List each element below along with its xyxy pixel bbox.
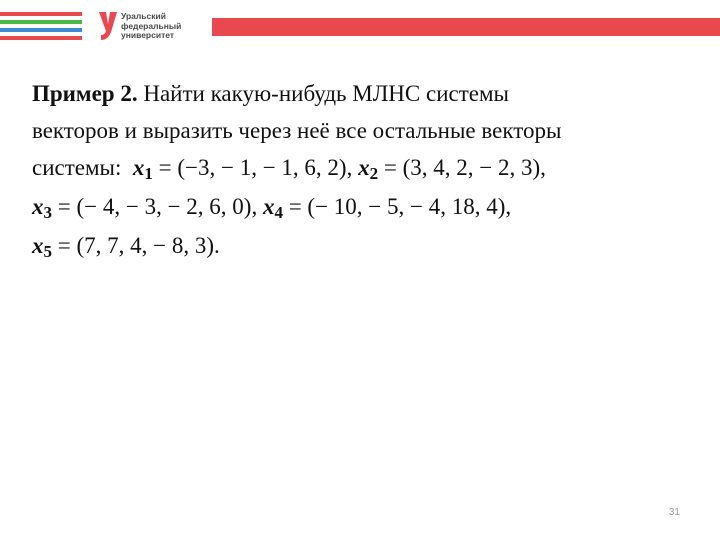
- body-line-3: [32, 149, 692, 188]
- vector-x5: [32, 233, 220, 261]
- body-line-5: [32, 227, 692, 266]
- body-line-4: [32, 188, 692, 227]
- university-name-line-1: Уральский: [121, 11, 166, 21]
- vector-name: x: [358, 155, 370, 180]
- university-logo: [97, 10, 217, 44]
- slide-body: [32, 75, 692, 266]
- vector-value: = (− 4, − 3, − 2, 6, 0),: [57, 194, 258, 219]
- task-text-3: системы:: [32, 155, 122, 180]
- vector-x4: [262, 194, 512, 222]
- vector-value: = (−3, − 1, − 1, 6, 2),: [158, 155, 353, 180]
- stripe-red-2: [0, 36, 82, 40]
- body-line-2: [32, 112, 692, 149]
- vector-index: 3: [43, 203, 52, 222]
- task-text-1: Найти какую-нибудь МЛНС системы: [143, 81, 510, 106]
- vector-name: x: [132, 155, 145, 180]
- slide-header: [0, 0, 720, 50]
- vector-index: 1: [144, 164, 153, 183]
- vector-x2: [358, 155, 546, 183]
- ural-logo-icon: [97, 10, 119, 42]
- vector-value: = (7, 7, 4, − 8, 3).: [57, 233, 220, 258]
- header-stripes: [0, 12, 82, 42]
- university-name-line-2: федеральный: [121, 20, 182, 31]
- vector-index: 5: [43, 242, 52, 261]
- task-text-2: векторов и выразить через неё все остальные векторы: [32, 118, 562, 143]
- vector-x1: [132, 155, 353, 183]
- vector-index: 4: [274, 203, 283, 222]
- vector-value: = (− 10, − 5, − 4, 18, 4),: [288, 194, 512, 219]
- vector-index: 2: [369, 164, 379, 183]
- university-name-line-3: университет: [121, 30, 175, 40]
- stripe-blue: [0, 28, 82, 32]
- body-line-1: [32, 75, 692, 112]
- page-number: 31: [668, 507, 680, 518]
- vector-name: x: [32, 233, 44, 258]
- university-name: [121, 12, 181, 41]
- stripe-green: [0, 20, 82, 24]
- vector-name: x: [32, 194, 44, 219]
- header-bar: [212, 18, 720, 36]
- example-label: Пример 2.: [32, 81, 138, 106]
- stripe-red: [0, 12, 82, 16]
- vector-value: = (3, 4, 2, − 2, 3),: [383, 155, 546, 180]
- vector-x3: [32, 194, 258, 222]
- vector-name: x: [262, 194, 275, 219]
